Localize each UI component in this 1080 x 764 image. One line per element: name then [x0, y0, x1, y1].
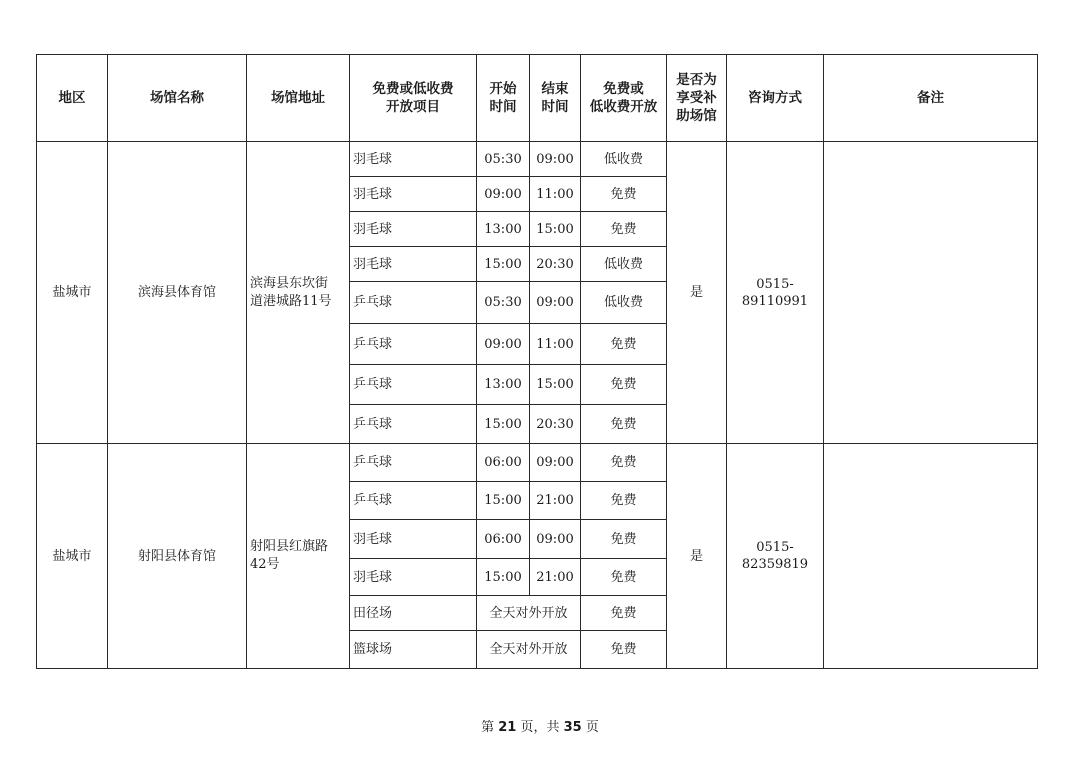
end-time-cell: 21:00: [530, 482, 581, 520]
project-cell: 羽毛球: [350, 559, 477, 596]
start-time-cell: 06:00: [477, 520, 530, 559]
address-cell: 射阳县红旗路 42号: [247, 444, 350, 669]
project-cell: 篮球场: [350, 631, 477, 669]
fee-cell: 免费: [581, 212, 667, 247]
address-cell: 滨海县东坎街 道港城路11号: [247, 142, 350, 444]
end-time-cell: 15:00: [530, 365, 581, 405]
remark-cell: [824, 142, 1038, 444]
end-time-cell: 09:00: [530, 142, 581, 177]
fee-cell: 免费: [581, 559, 667, 596]
fee-cell: 免费: [581, 520, 667, 559]
start-time-cell: 15:00: [477, 482, 530, 520]
header-remark: 备注: [824, 55, 1038, 142]
header-subsidy: 是否为 享受补 助场馆: [667, 55, 727, 142]
footer-total-pages: 35: [563, 720, 582, 735]
table-row: [37, 444, 1038, 482]
header-region: 地区: [37, 55, 108, 142]
start-time-cell: 15:00: [477, 247, 530, 282]
table-row: [37, 142, 1038, 177]
end-time-cell: 20:30: [530, 405, 581, 444]
end-time-cell: 09:00: [530, 282, 581, 324]
fee-cell: 免费: [581, 324, 667, 365]
project-cell: 羽毛球: [350, 247, 477, 282]
venue-name-cell: 射阳县体育馆: [108, 444, 247, 669]
footer-prefix: 第: [481, 720, 499, 735]
project-cell: 田径场: [350, 596, 477, 631]
end-time-cell: 20:30: [530, 247, 581, 282]
header-venue-name: 场馆名称: [108, 55, 247, 142]
project-cell: 羽毛球: [350, 212, 477, 247]
header-end-time: 结束 时间: [530, 55, 581, 142]
end-time-cell: 09:00: [530, 520, 581, 559]
start-time-cell: 13:00: [477, 212, 530, 247]
subsidy-cell: 是: [667, 444, 727, 669]
contact-cell: 0515-82359819: [727, 444, 824, 669]
fee-cell: 低收费: [581, 142, 667, 177]
end-time-cell: 15:00: [530, 212, 581, 247]
fee-cell: 免费: [581, 365, 667, 405]
end-time-cell: 21:00: [530, 559, 581, 596]
end-time-cell: 11:00: [530, 324, 581, 365]
remark-cell: [824, 444, 1038, 669]
start-time-cell: 15:00: [477, 559, 530, 596]
project-cell: 乒乓球: [350, 324, 477, 365]
project-cell: 乒乓球: [350, 444, 477, 482]
start-time-cell: 09:00: [477, 177, 530, 212]
allday-cell: 全天对外开放: [477, 631, 581, 669]
start-time-cell: 06:00: [477, 444, 530, 482]
end-time-cell: 11:00: [530, 177, 581, 212]
header-fee-type: 免费或 低收费开放: [581, 55, 667, 142]
page-footer: [0, 716, 1080, 735]
fee-cell: 低收费: [581, 282, 667, 324]
end-time-cell: 09:00: [530, 444, 581, 482]
project-cell: 乒乓球: [350, 282, 477, 324]
project-cell: 乒乓球: [350, 482, 477, 520]
start-time-cell: 05:30: [477, 142, 530, 177]
footer-middle: 页，共: [516, 720, 564, 735]
fee-cell: 免费: [581, 482, 667, 520]
fee-cell: 低收费: [581, 247, 667, 282]
header-address: 场馆地址: [247, 55, 350, 142]
venue-name-cell: 滨海县体育馆: [108, 142, 247, 444]
fee-cell: 免费: [581, 596, 667, 631]
region-cell: 盐城市: [37, 142, 108, 444]
project-cell: 羽毛球: [350, 177, 477, 212]
project-cell: 羽毛球: [350, 520, 477, 559]
project-cell: 羽毛球: [350, 142, 477, 177]
start-time-cell: 09:00: [477, 324, 530, 365]
project-cell: 乒乓球: [350, 405, 477, 444]
venue-table: [36, 54, 1038, 669]
footer-page-number: 21: [498, 720, 517, 735]
region-cell: 盐城市: [37, 444, 108, 669]
fee-cell: 免费: [581, 444, 667, 482]
allday-cell: 全天对外开放: [477, 596, 581, 631]
start-time-cell: 15:00: [477, 405, 530, 444]
contact-cell: 0515-89110991: [727, 142, 824, 444]
header-row: [37, 55, 1038, 142]
project-cell: 乒乓球: [350, 365, 477, 405]
subsidy-cell: 是: [667, 142, 727, 444]
start-time-cell: 13:00: [477, 365, 530, 405]
start-time-cell: 05:30: [477, 282, 530, 324]
header-start-time: 开始 时间: [477, 55, 530, 142]
footer-suffix: 页: [581, 720, 599, 735]
fee-cell: 免费: [581, 177, 667, 212]
fee-cell: 免费: [581, 405, 667, 444]
header-project: 免费或低收费 开放项目: [350, 55, 477, 142]
header-contact: 咨询方式: [727, 55, 824, 142]
fee-cell: 免费: [581, 631, 667, 669]
